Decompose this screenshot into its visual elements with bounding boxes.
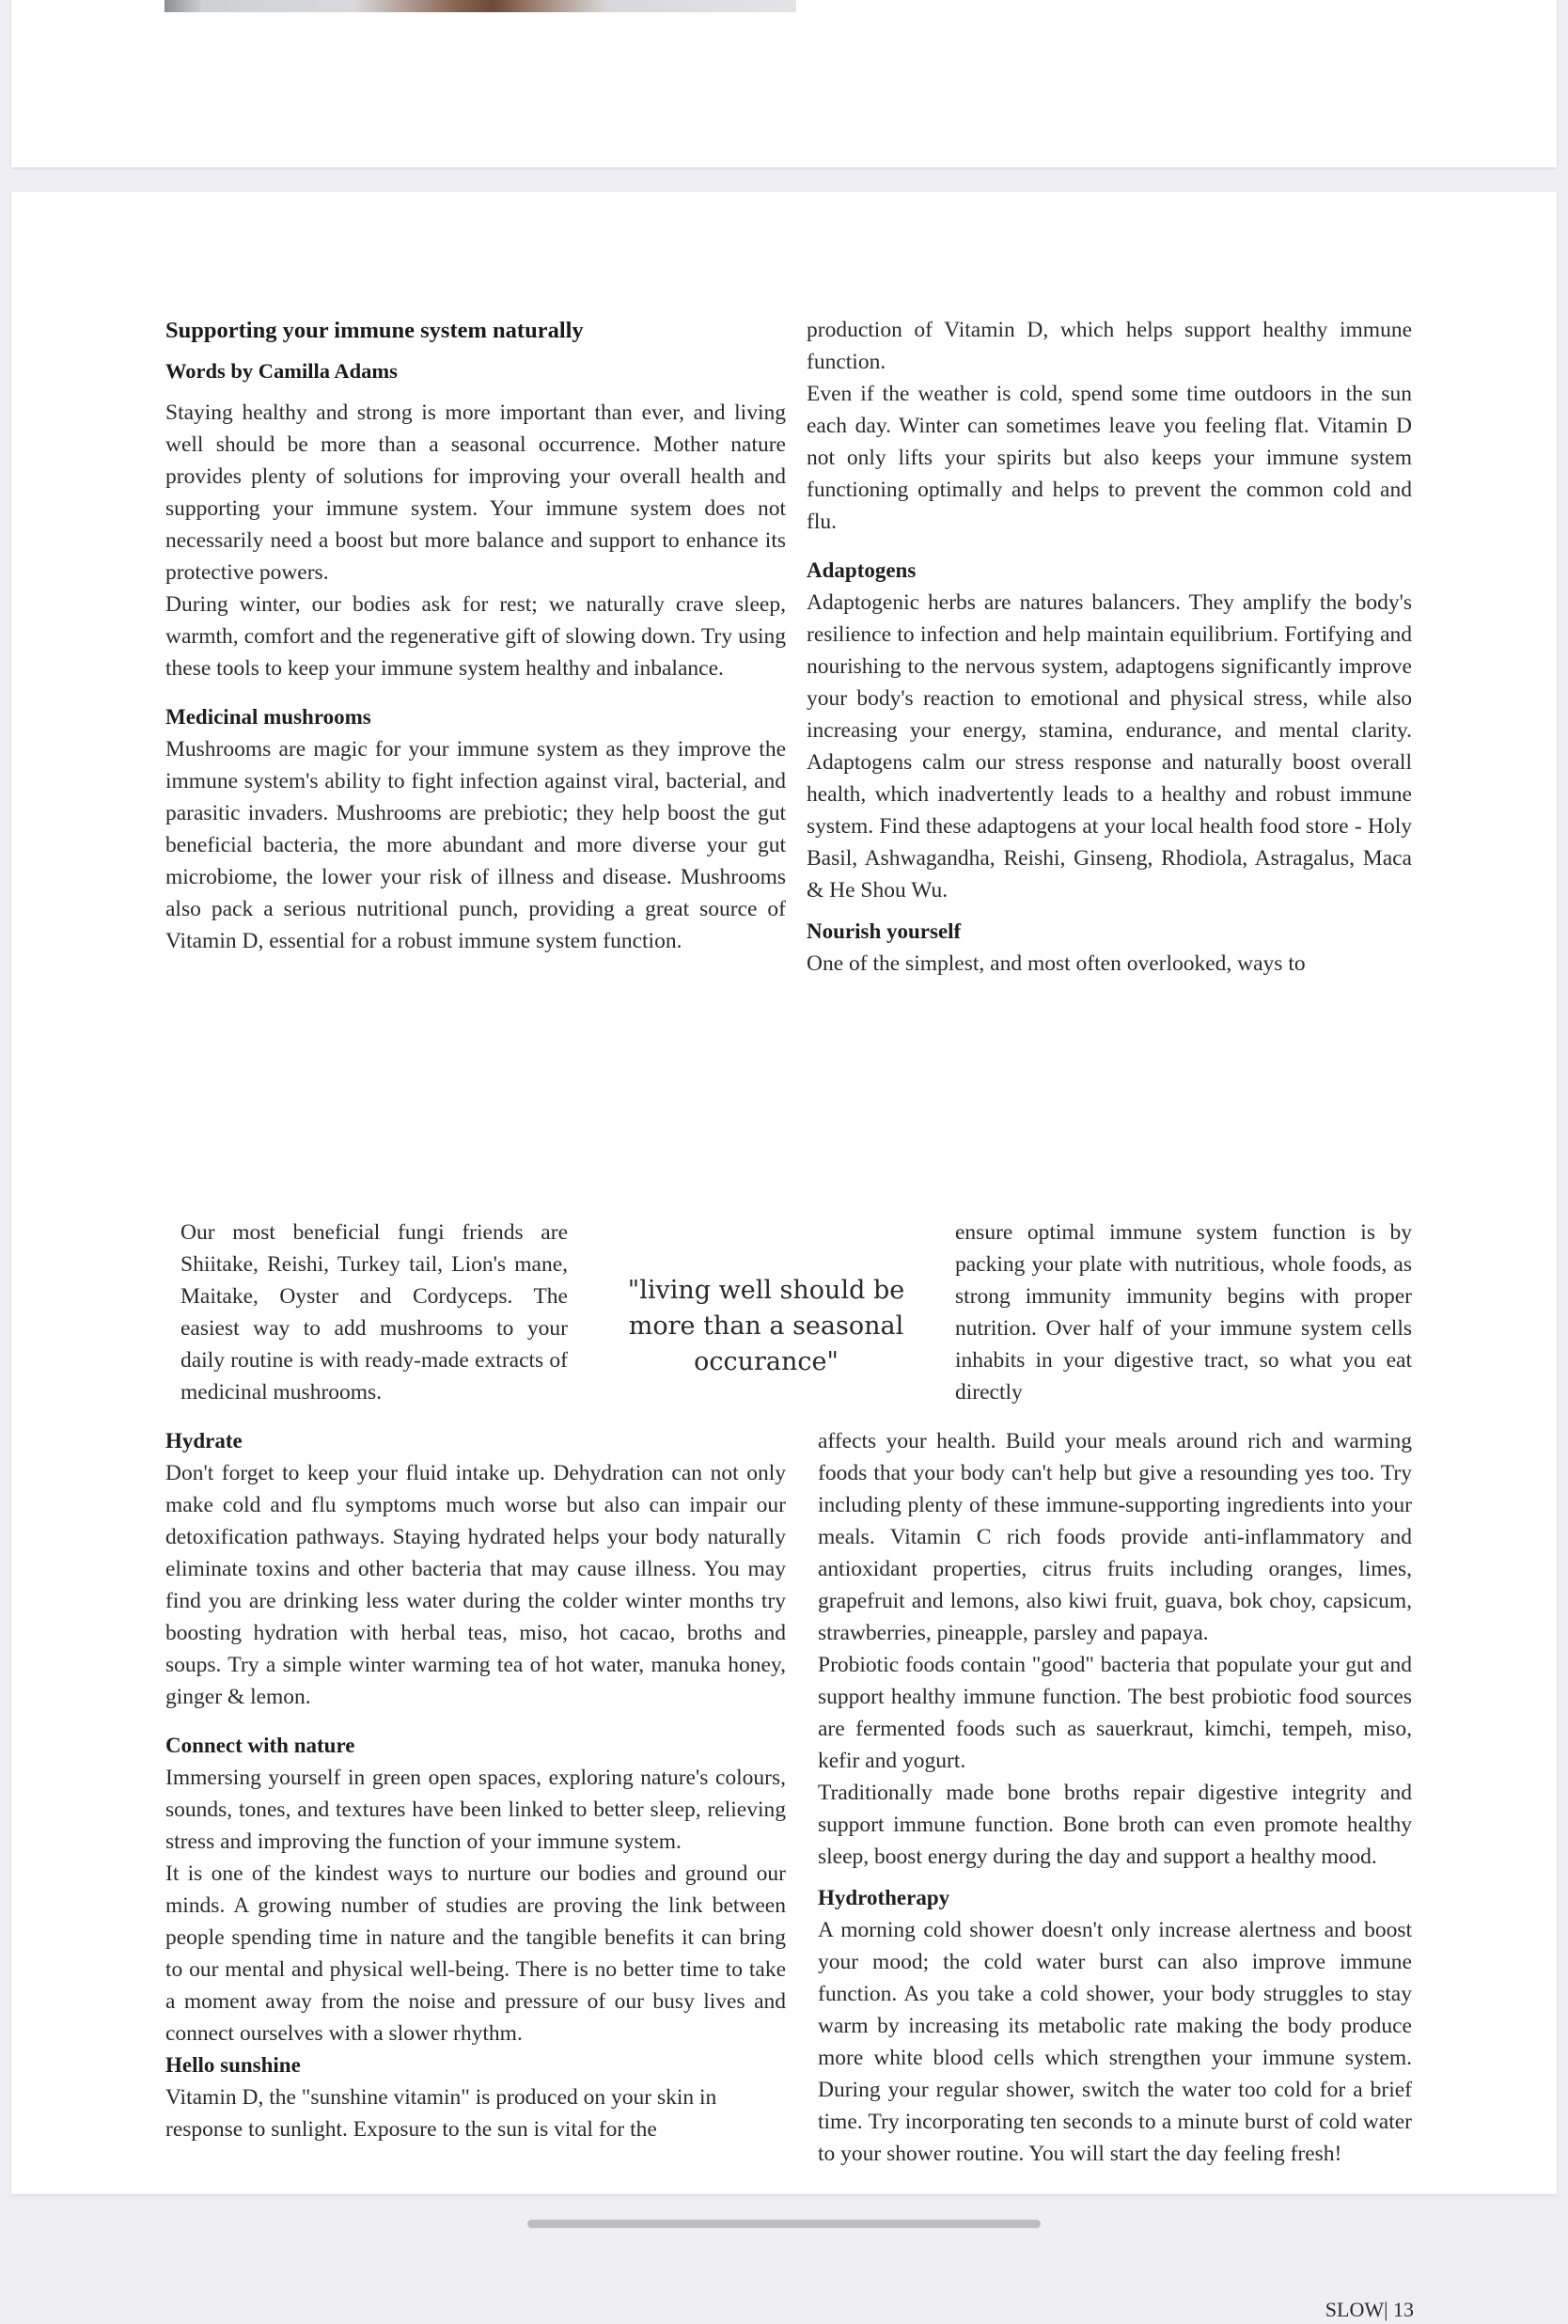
hydrotherapy-heading: Hydrotherapy <box>818 1886 950 1909</box>
nature-paragraph: Immersing yourself in green open spaces, exploring nature's colours, sounds, tones, and textures have been linked to better sleep, relieving stress and improving the function of your immune system. <box>165 1766 786 1854</box>
previous-page <box>11 0 1557 167</box>
sunshine-paragraph: Vitamin D, the "sunshine vitamin" is produced on your skin in response to sunlight. Exposure to the sun is vital for the <box>165 2085 717 2142</box>
cropped-photo <box>165 0 796 12</box>
home-indicator-scrollbar[interactable] <box>527 2220 1041 2228</box>
intro-winter-paragraph: During winter, our bodies ask for rest; we naturally crave sleep, warmth, comfort and the regenerative gift of slowing down. Try using these tools to keep your immune system healthy and inbalance. <box>165 592 786 681</box>
sunshine-outdoors-paragraph: Even if the weather is cold, spend some time outdoors in the sun each day. Winter can sometimes leave you feeling flat. Vitamin D not only lifts your spirits but also keeps your immune system functioning optimally and helps to prevent the common cold and flu. <box>807 382 1412 534</box>
probiotic-paragraph: Probiotic foods contain "good" bacteria that populate your gut and support healthy immune function. The best probiotic food sources are fermented foods such as sauerkraut, kimchi, tempeh, miso, kefir and yogurt. <box>818 1653 1412 1773</box>
adaptogens-paragraph: Adaptogenic herbs are natures balancers. They amplify the body's resilience to infection and help maintain equilibrium. Fortifying and nourishing to the nervous system, adaptogens significantly improve your body's reaction to emotional and physical stress, while also increasing your energy, stamina, endurance, and mental clarity. Adaptogens calm our stress response and naturally boost overall health, which inadvertently leads to a healthy and robust immune system. Find these adaptogens at your local health food store - Holy Basil, Ashwagandha, Reishi, Ginseng, Rhodiola, Astragalus, Maca & He Shou Wu. <box>807 590 1412 903</box>
hydrate-paragraph: Don't forget to keep your fluid intake up. Dehydration can not only make cold and flu symptoms much worse but also can impair our detoxification pathways. Staying hydrated helps your body naturally eliminate toxins and other bacteria that may cause illness. You may find you are drinking less water during the colder winter months try boosting hydration with herbal teas, miso, hot cacao, broths and soups. Try a simple winter warming tea of hot water, manuka honey, ginger & lemon. <box>165 1461 786 1709</box>
intro-paragraph: Staying healthy and strong is more important than ever, and living well should be more than a seasonal occurrence. Mother nature provides plenty of solutions for improving your overall health and supporting your immune system. Your immune system does not necessarily need a boost but more balance and support to enhance its protective powers. <box>165 400 786 585</box>
magazine-page <box>11 192 1557 2321</box>
pull-quote: "living well should be more than a seasonal occurance" <box>627 1276 905 1376</box>
fungi-paragraph: Our most beneficial fungi friends are Shiitake, Reishi, Turkey tail, Lion's mane, Maitake, Oyster and Cordyceps. The easiest way to add mushrooms to your daily routine is with ready-made extracts of medicinal mushrooms. <box>180 1220 568 1405</box>
article-byline: Words by Camilla Adams <box>165 359 398 383</box>
article-title: Supporting your immune system naturally <box>165 318 584 343</box>
nature-paragraph-2: It is one of the kindest ways to nurture our bodies and ground our minds. A growing number of studies are proving the link between people spending time in nature and the tangible benefits it can bring to our mental and physical well-being. There is no better time to take a moment away from the noise and pressure of our busy lives and connect ourselves with a slower rhythm. <box>165 1861 786 2046</box>
bone-broth-paragraph: Traditionally made bone broths repair digestive integrity and support immune function. Bone broth can even promote healthy sleep, boost energy during the day and support a healthy mood. <box>818 1781 1412 1869</box>
right-column-lower <box>818 1425 1412 2170</box>
nourish-wrap-paragraph: ensure optimal immune system function is by packing your plate with nutritious, whole foods, as strong immunity immunity begins with proper nutrition. Over half of your immune system cells inhabits in your digestive tract, so what you eat directly <box>955 1220 1412 1405</box>
nature-heading: Connect with nature <box>165 1734 355 1757</box>
nourish-lead-line: One of the simplest, and most often overlooked, ways to <box>807 951 1306 976</box>
right-column-upper <box>807 314 1412 980</box>
hydrate-heading: Hydrate <box>165 1429 243 1452</box>
nourish-continued-paragraph: affects your health. Build your meals around rich and warming foods that your body can't help but give a resounding yes too. Try including plenty of these immune-supporting ingredients into your meals. Vitamin C rich foods provide anti-inflammatory and antioxidant properties, citrus fruits including oranges, limes, grapefruit and lemons, also kiwi fruit, guava, bok choy, capsicum, strawberries, pineapple, parsley and papaya. <box>818 1429 1412 1645</box>
nourish-wrap-block <box>955 1217 1412 1408</box>
sunshine-heading: Hello sunshine <box>165 2053 301 2077</box>
left-column-lower <box>165 1425 786 2145</box>
fungi-paragraph-block <box>180 1217 568 1408</box>
nourish-heading: Nourish yourself <box>807 919 962 943</box>
adaptogens-heading: Adaptogens <box>807 558 917 582</box>
mushrooms-paragraph: Mushrooms are magic for your immune system as they improve the immune system's ability to fight infection against viral, bacterial, and parasitic invaders. Mushrooms are prebiotic; they help boost the gut beneficial bacteria, the more abundant and more diverse your gut microbiome, the lower your risk of illness and disease. Mushrooms also pack a serious nutritional punch, providing a great source of Vitamin D, essential for a robust immune system function. <box>165 737 786 953</box>
left-column-upper <box>165 314 786 957</box>
page-number: SLOW| 13 <box>1325 2298 1414 2321</box>
hydrotherapy-paragraph: A morning cold shower doesn't only increase alertness and boost your mood; the cold water burst can also improve immune function. As you take a cold shower, your body struggles to stay warm by increasing its metabolic rate making the body produce more white blood cells which strengthen your immune system. During your regular shower, switch the water too cold for a brief time. Try incorporating ten seconds to a minute burst of cold water to your shower routine. You will start the day feeling fresh! <box>818 1918 1412 2166</box>
sunshine-continued-paragraph: production of Vitamin D, which helps support healthy immune function. <box>807 318 1412 374</box>
mushrooms-heading: Medicinal mushrooms <box>165 705 371 729</box>
